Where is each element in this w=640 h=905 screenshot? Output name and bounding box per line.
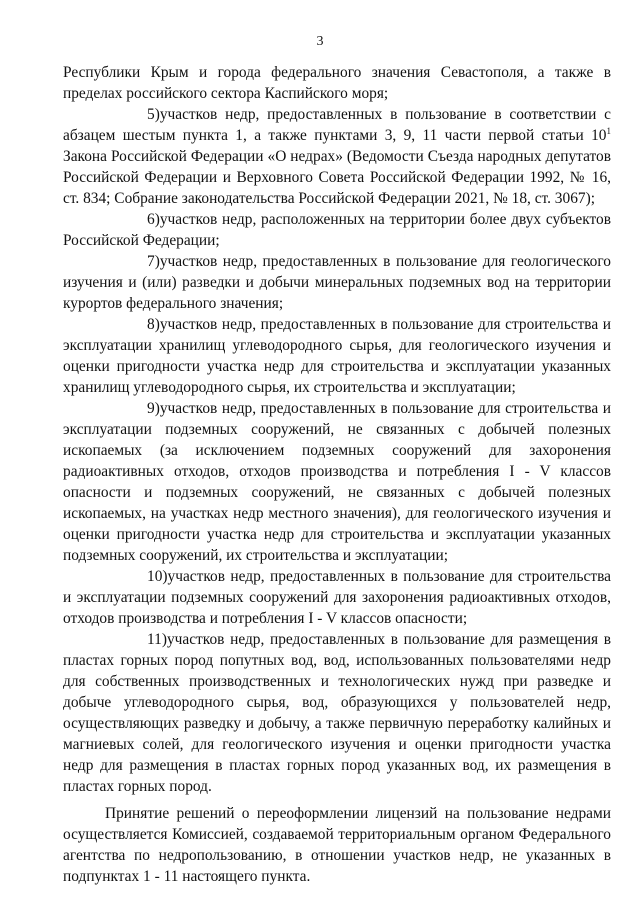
list-item-7 bbox=[63, 251, 611, 314]
list-item-5 bbox=[63, 104, 611, 209]
item-number: 9) bbox=[147, 400, 160, 417]
intro-paragraph: Республики Крым и города федерального значения Севастополя, а также в пределах российского сектора Каспийского моря; bbox=[63, 64, 611, 102]
item-text: участков недр, предоставленных в пользование для строительства и эксплуатации хранилищ углеводородного сырья, для геологического изучения и оценки пригодности участка недр для строительства и эксплуатации указанных хранилищ углеводородного сырья, их строительства и эксплуатации; bbox=[63, 316, 611, 396]
item-text: участков недр, предоставленных в пользование для строительства и эксплуатации подземных сооружений, не связанных с добычей полезных ископаемых (за исключением подземных сооружений для захоронения радиоактивных отходов, отходов производства и потребления I - V классов опасности и подземных сооружений, не связанных с добычей полезных ископаемых, на участках недр местного значения), для геологического изучения и оценки пригодности участка недр для строительства и эксплуатации указанных подземных сооружений, их строительства и эксплуатации; bbox=[63, 400, 611, 564]
item-text: участков недр, предоставленных в пользование в соответствии с абзацем шестым пункта 1, а также пунктами 3, 9, 11 части первой статьи 10 bbox=[63, 106, 611, 144]
item-text: участков недр, предоставленных в пользование для геологического изучения и (или) разведки и добычи минеральных подземных вод на территории курортов федерального значения; bbox=[63, 253, 611, 312]
page-number: 3 bbox=[316, 34, 324, 49]
item-text: участков недр, предоставленных в пользование для размещения в пластах горных пород попутных вод, вод, использованных пользователями недр для собственных производственных и технологических нужд при разведке и добыче углеводородного сырья, вод, образующихся у пользователей недр, осуществляющих разведку и добычу, а также первичную переработку калийных и магниевых солей, для геологического изучения и оценки пригодности участка недр для размещения в пластах горных пород указанных вод, их размещения в пластах горных пород. bbox=[63, 631, 611, 795]
item-number: 11) bbox=[147, 631, 167, 648]
item-number: 10) bbox=[147, 568, 168, 585]
item-number: 8) bbox=[147, 316, 160, 333]
list-item-11 bbox=[63, 629, 611, 797]
list-item-8 bbox=[63, 314, 611, 398]
item-text-continued: Закона Российской Федерации «О недрах» (Ведомости Съезда народных депутатов Российской Федерации и Верховного Совета Российской Федерации 1992, № 16, ст. 834; Собрание законодательства Российской Федерации 2021, № 18, ст. 3067); bbox=[63, 148, 611, 207]
item-text: участков недр, расположенных на территории более двух субъектов Российской Федерации; bbox=[63, 211, 611, 249]
document-body bbox=[63, 62, 611, 887]
item-number: 7) bbox=[147, 253, 160, 270]
superscript: 1 bbox=[606, 125, 611, 136]
list-item-6 bbox=[63, 209, 611, 251]
item-number: 6) bbox=[147, 211, 160, 228]
list-item-10 bbox=[63, 566, 611, 629]
final-paragraph: Принятие решений о переоформлении лицензий на пользование недрами осуществляется Комиссией, создаваемой территориальным органом Федерального агентства по недропользованию, в отношении участков недр, не указанных в подпунктах 1 - 11 настоящего пункта. bbox=[63, 805, 611, 885]
list-item-9 bbox=[63, 398, 611, 566]
item-number: 5) bbox=[147, 106, 160, 123]
item-text: участков недр, предоставленных в пользование для строительства и эксплуатации подземных сооружений для захоронения радиоактивных отходов, отходов производства и потребления I - V классов опасности; bbox=[63, 568, 611, 627]
